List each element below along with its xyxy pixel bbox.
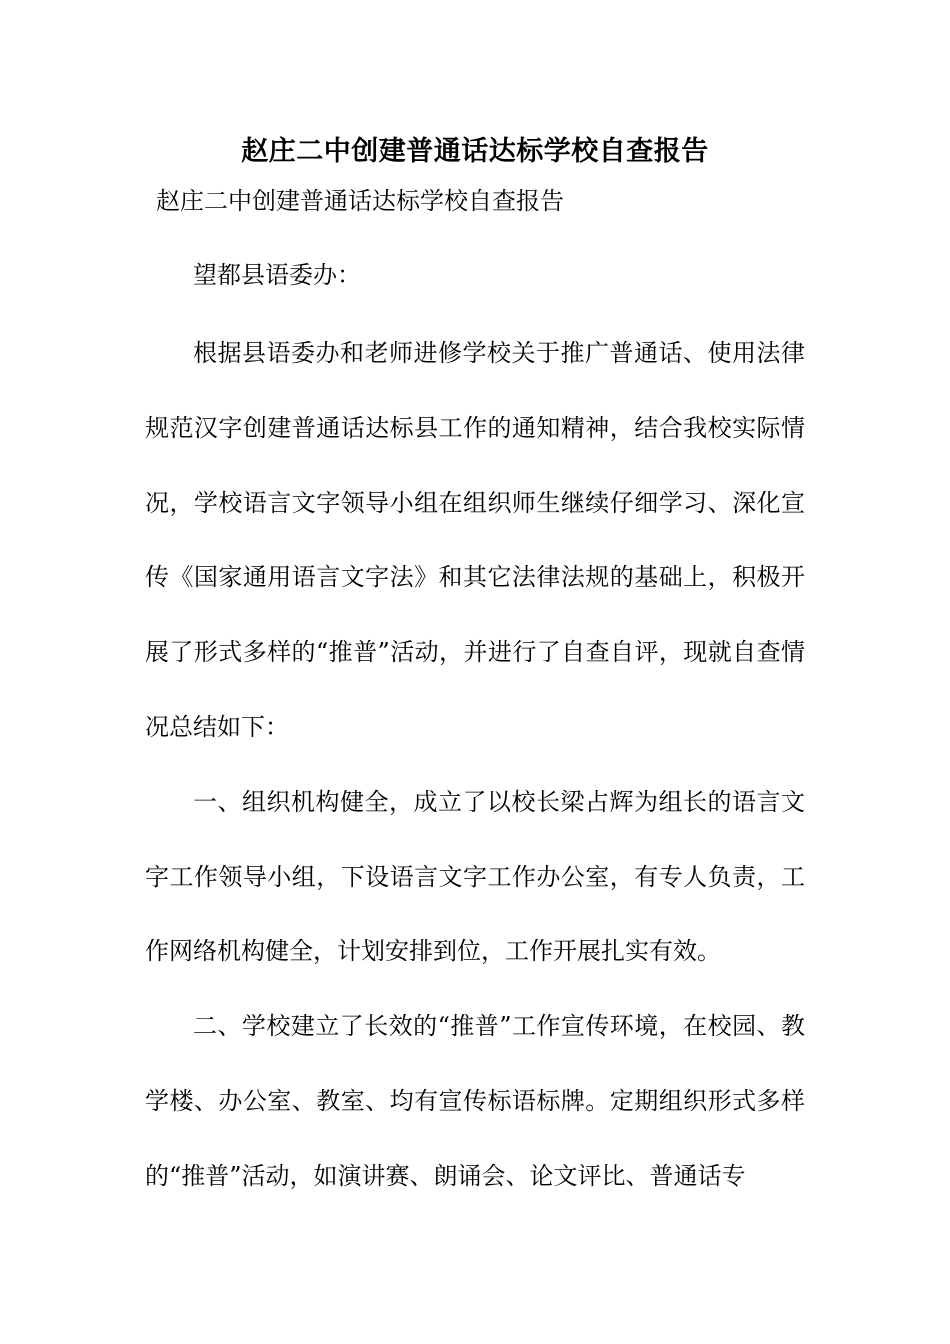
paragraph-section-1: 一、组织机构健全，成立了以校长梁占辉为组长的语言文字工作领导小组，下设语言文字工作办公室，有专人负责，工作网络机构健全，计划安排到位，工作开展扎实有效。 bbox=[145, 787, 805, 966]
document-title: 赵庄二中创建普通话达标学校自查报告 bbox=[241, 136, 709, 167]
body-text bbox=[145, 316, 805, 1214]
document-subtitle: 赵庄二中创建普通话达标学校自查报告 bbox=[156, 187, 564, 215]
salutation: 望都县语委办： bbox=[193, 261, 361, 289]
paragraph-intro: 根据县语委办和老师进修学校关于推广普通话、使用法律规范汉字创建普通话达标县工作的通知精神，结合我校实际情况，学校语言文字领导小组在组织师生继续仔细学习、深化宣传《国家通用语言文字法》和其它法律法规的基础上，积极开展了形式多样的“推普”活动，并进行了自查自评，现就自查情况总结如下： bbox=[145, 339, 805, 741]
paragraph-section-2: 二、学校建立了长效的“推普”工作宣传环境，在校园、教学楼、办公室、教室、均有宣传标语标牌。定期组织形式多样的“推普”活动，如演讲赛、朗诵会、论文评比、普通话专 bbox=[145, 1012, 805, 1190]
